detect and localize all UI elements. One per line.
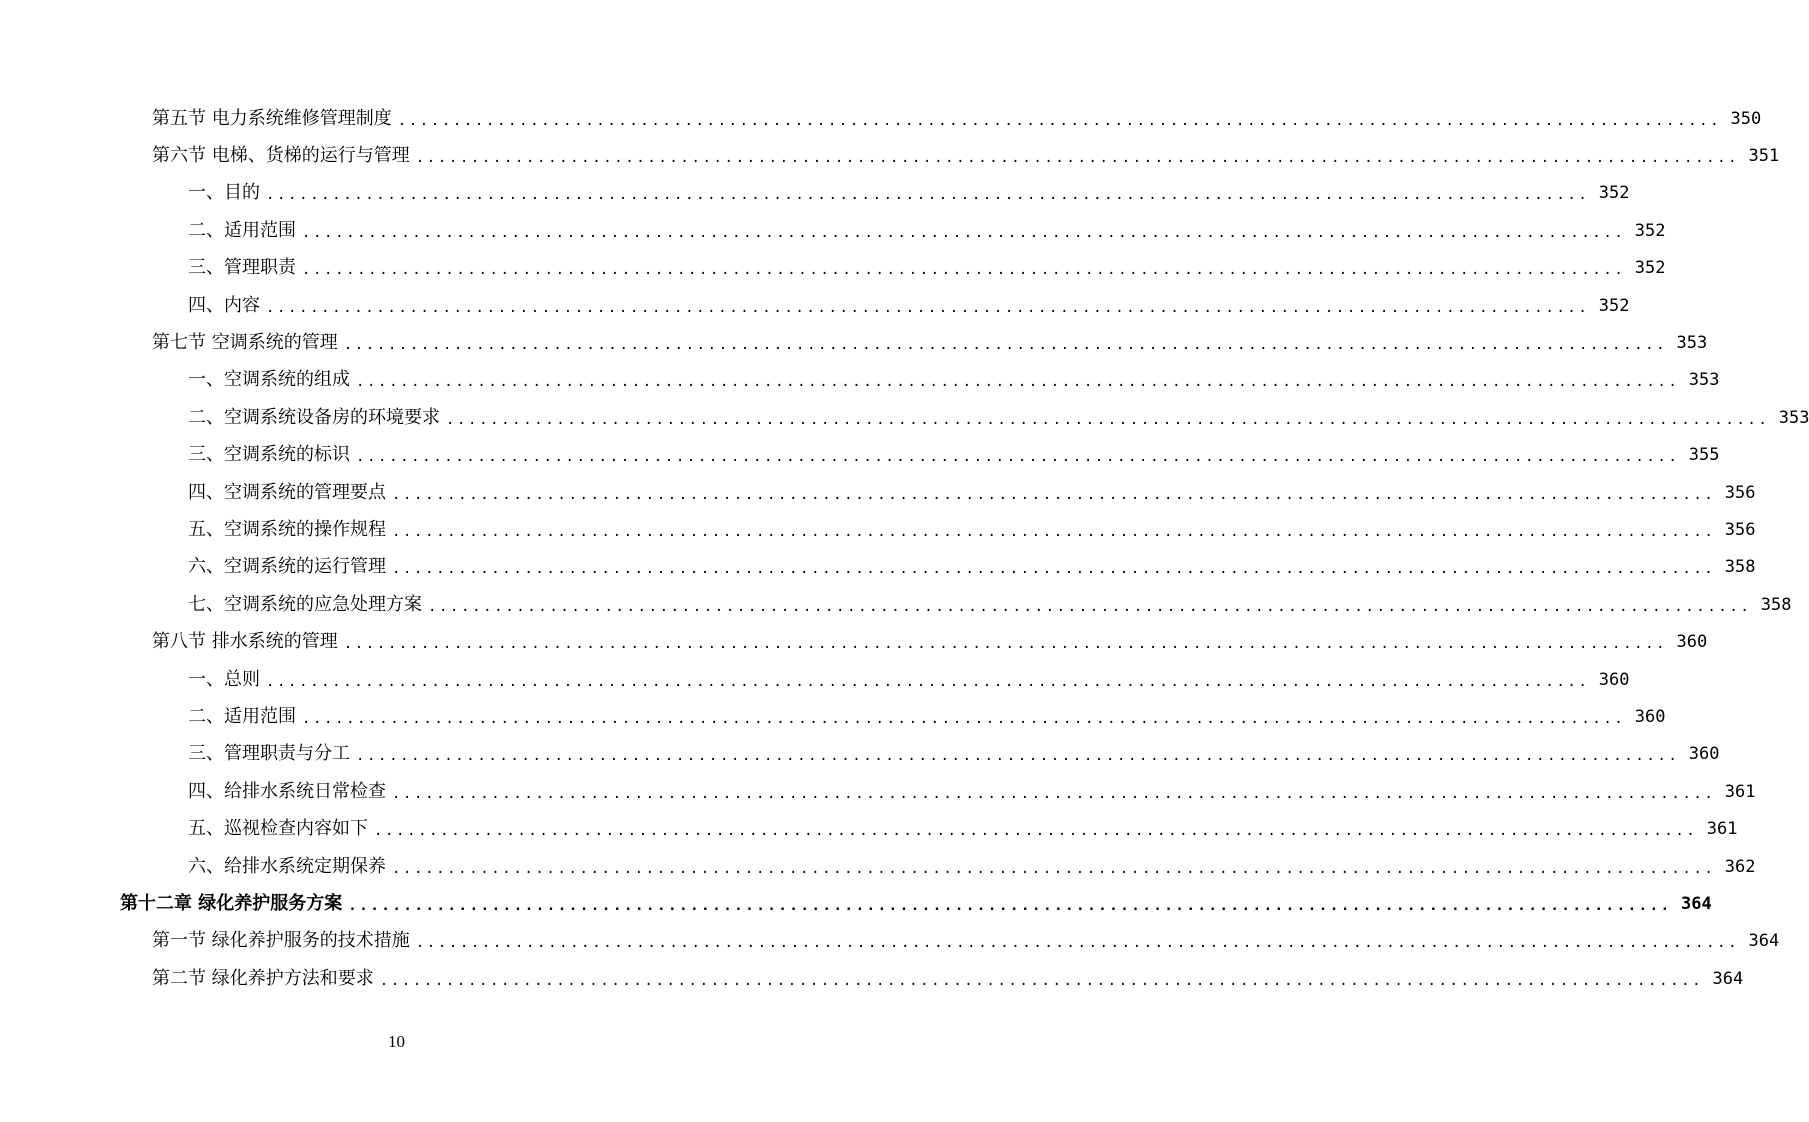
toc-dot-leader: ........................................................................................................................: [302, 224, 1626, 241]
toc-entry-page: 358: [1724, 557, 1756, 578]
toc-entry-page: 364: [1712, 968, 1744, 989]
toc-entry[interactable]: [0, 250, 1666, 287]
toc-entry[interactable]: [0, 100, 1762, 137]
toc-dot-leader: ........................................................................................................................: [266, 299, 1590, 316]
toc-entry[interactable]: [0, 848, 1756, 885]
toc-dot-leader: ........................................................................................................................: [446, 411, 1770, 428]
table-of-contents: [0, 100, 1809, 997]
toc-entry[interactable]: [0, 885, 1712, 922]
toc-entry-title: 六、给排水系统定期保养: [188, 855, 386, 877]
toc-entry-title: 一、目的: [188, 182, 260, 204]
toc-entry[interactable]: [0, 474, 1756, 511]
toc-entry-title: 二、适用范围: [188, 219, 296, 241]
toc-entry-page: 364: [1681, 893, 1712, 914]
toc-entry[interactable]: [0, 324, 1708, 361]
toc-entry-title: 五、巡视检查内容如下: [188, 818, 368, 840]
toc-entry[interactable]: [0, 661, 1630, 698]
toc-entry-page: 353: [1676, 333, 1708, 354]
toc-entry[interactable]: [0, 137, 1780, 174]
toc-entry-title: 四、给排水系统日常检查: [188, 780, 386, 802]
toc-entry-page: 352: [1598, 183, 1630, 204]
toc-entry-page: 356: [1724, 519, 1756, 540]
toc-entry[interactable]: [0, 623, 1708, 660]
toc-entry-title: 第二节 绿化养护方法和要求: [152, 967, 374, 989]
toc-dot-leader: ........................................................................................................................: [302, 710, 1626, 727]
toc-entry-title: 三、管理职责: [188, 257, 296, 279]
toc-dot-leader: ........................................................................................................................: [392, 860, 1716, 877]
toc-dot-leader: ........................................................................................................................: [397, 112, 1722, 129]
toc-entry-title: 二、空调系统设备房的环境要求: [188, 406, 440, 428]
toc-dot-leader: ........................................................................................................................: [348, 897, 1672, 914]
toc-dot-leader: ........................................................................................................................: [356, 748, 1680, 765]
toc-entry-title: 一、空调系统的组成: [188, 369, 350, 391]
toc-entry-page: 364: [1748, 931, 1780, 952]
toc-entry[interactable]: [0, 549, 1756, 586]
toc-entry-title: 第八节 排水系统的管理: [152, 631, 338, 653]
toc-dot-leader: ........................................................................................................................: [356, 374, 1680, 391]
toc-entry-page: 353: [1688, 370, 1720, 391]
toc-entry[interactable]: [0, 736, 1720, 773]
toc-entry-title: 二、适用范围: [188, 705, 296, 727]
toc-dot-leader: ........................................................................................................................: [356, 449, 1680, 466]
toc-entry-page: 351: [1748, 146, 1780, 167]
toc-entry-title: 第十二章 绿化养护服务方案: [120, 892, 343, 914]
toc-entry-page: 360: [1688, 744, 1720, 765]
toc-entry[interactable]: [0, 175, 1630, 212]
toc-entry-page: 352: [1634, 258, 1666, 279]
toc-dot-leader: ........................................................................................................................: [392, 523, 1716, 540]
toc-entry-page: 352: [1634, 220, 1666, 241]
toc-entry-page: 360: [1598, 669, 1630, 690]
toc-entry[interactable]: [0, 923, 1780, 960]
toc-entry-title: 三、管理职责与分工: [188, 743, 350, 765]
page-number: 10: [388, 1032, 405, 1051]
toc-entry-page: 352: [1598, 295, 1630, 316]
toc-dot-leader: ........................................................................................................................: [266, 187, 1590, 204]
toc-dot-leader: ........................................................................................................................: [392, 785, 1716, 802]
toc-entry-page: 362: [1724, 856, 1756, 877]
toc-entry-title: 一、总则: [188, 668, 260, 690]
toc-entry-page: 361: [1724, 781, 1756, 802]
toc-entry-title: 七、空调系统的应急处理方案: [188, 593, 422, 615]
toc-entry[interactable]: [0, 437, 1720, 474]
toc-dot-leader: ........................................................................................................................: [392, 486, 1716, 503]
toc-entry[interactable]: [0, 399, 1809, 436]
toc-dot-leader: ........................................................................................................................: [379, 972, 1704, 989]
toc-entry[interactable]: [0, 810, 1738, 847]
toc-entry-title: 四、内容: [188, 294, 260, 316]
toc-entry[interactable]: [0, 511, 1756, 548]
toc-entry-page: 360: [1634, 706, 1666, 727]
toc-dot-leader: ........................................................................................................................: [343, 337, 1668, 354]
toc-entry-page: 355: [1688, 445, 1720, 466]
toc-entry[interactable]: [0, 773, 1756, 810]
toc-entry-page: 358: [1760, 594, 1792, 615]
toc-entry-title: 第七节 空调系统的管理: [152, 332, 338, 354]
toc-entry-title: 第六节 电梯、货梯的运行与管理: [152, 145, 410, 167]
toc-entry[interactable]: [0, 287, 1630, 324]
toc-entry[interactable]: [0, 212, 1666, 249]
toc-entry-title: 第五节 电力系统维修管理制度: [152, 107, 392, 129]
toc-entry-page: 350: [1730, 108, 1762, 129]
toc-dot-leader: ........................................................................................................................: [392, 561, 1716, 578]
toc-dot-leader: ........................................................................................................................: [343, 636, 1668, 653]
toc-entry[interactable]: [0, 362, 1720, 399]
toc-entry-page: 361: [1706, 819, 1738, 840]
toc-entry[interactable]: [0, 586, 1792, 623]
toc-entry-title: 第一节 绿化养护服务的技术措施: [152, 930, 410, 952]
toc-entry[interactable]: [0, 698, 1666, 735]
toc-entry-page: 353: [1778, 407, 1809, 428]
toc-entry-page: 356: [1724, 482, 1756, 503]
toc-dot-leader: ........................................................................................................................: [428, 598, 1752, 615]
toc-entry-page: 360: [1676, 632, 1708, 653]
toc-entry-title: 三、空调系统的标识: [188, 444, 350, 466]
toc-dot-leader: ........................................................................................................................: [266, 673, 1590, 690]
toc-dot-leader: ........................................................................................................................: [415, 935, 1740, 952]
toc-dot-leader: ........................................................................................................................: [374, 823, 1698, 840]
toc-entry-title: 四、空调系统的管理要点: [188, 481, 386, 503]
toc-entry-title: 五、空调系统的操作规程: [188, 518, 386, 540]
toc-dot-leader: ........................................................................................................................: [302, 262, 1626, 279]
toc-entry-title: 六、空调系统的运行管理: [188, 556, 386, 578]
toc-dot-leader: ........................................................................................................................: [415, 150, 1740, 167]
toc-entry[interactable]: [0, 960, 1744, 997]
